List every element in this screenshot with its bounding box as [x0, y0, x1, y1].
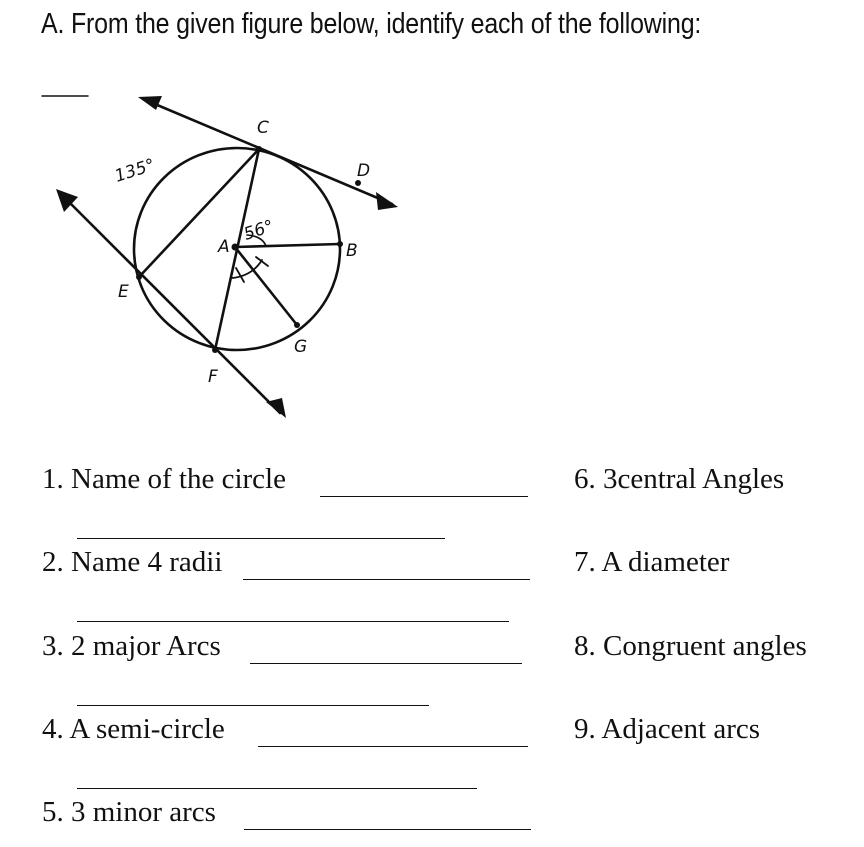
- point-a: [232, 244, 239, 251]
- tangent-line-cd: [143, 99, 392, 204]
- question-2-label: 2. Name 4 radii: [42, 546, 223, 578]
- answer-line-5[interactable]: [244, 829, 531, 830]
- question-6-label: 6. 3central Angles: [574, 463, 785, 495]
- label-f: F: [208, 367, 218, 387]
- label-d: D: [357, 161, 371, 181]
- point-e: [136, 274, 142, 280]
- question-5-label: 5. 3 minor arcs: [42, 796, 216, 828]
- label-e: E: [118, 282, 129, 302]
- arrowhead-tangent-right: [376, 192, 398, 210]
- radius-ab: [235, 244, 340, 247]
- label-c: C: [257, 118, 269, 138]
- answer-line-4-continued[interactable]: [77, 788, 477, 789]
- answer-line-1-continued[interactable]: [77, 538, 445, 539]
- question-1-label: 1. Name of the circle: [42, 463, 286, 495]
- question-4-label: 4. A semi-circle: [42, 713, 225, 745]
- point-f: [212, 347, 218, 353]
- question-3-label: 3. 2 major Arcs: [42, 630, 221, 662]
- arrowhead-tangent-left: [138, 96, 162, 110]
- chord-ce: [139, 149, 259, 277]
- label-a: A: [218, 237, 230, 257]
- angle-label-135: 135°: [112, 155, 158, 187]
- answer-line-2[interactable]: [243, 579, 530, 580]
- circle-figure: [0, 60, 420, 430]
- answer-line-4[interactable]: [258, 746, 528, 747]
- label-g: G: [294, 337, 308, 357]
- point-g: [294, 322, 300, 328]
- question-9-label: 9. Adjacent arcs: [574, 713, 761, 745]
- instructions-heading: A. From the given figure below, identify each of the following:: [41, 8, 702, 40]
- point-b: [337, 241, 343, 247]
- radius-ag: [235, 247, 297, 325]
- answer-line-2-continued[interactable]: [77, 621, 509, 622]
- angle-label-56: 56°: [241, 216, 277, 245]
- answer-line-3[interactable]: [250, 663, 522, 664]
- answer-line-3-continued[interactable]: [77, 705, 429, 706]
- question-8-label: 8. Congruent angles: [574, 630, 807, 662]
- point-c: [256, 146, 262, 152]
- question-7-label: 7. A diameter: [574, 546, 730, 578]
- answer-line-1[interactable]: [320, 496, 528, 497]
- label-b: B: [346, 241, 358, 261]
